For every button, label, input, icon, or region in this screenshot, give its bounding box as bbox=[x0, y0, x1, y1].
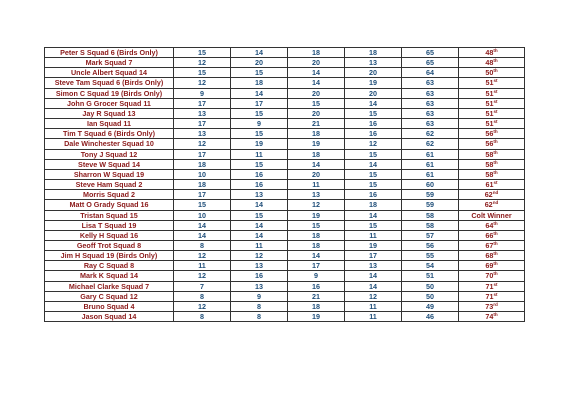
table-row bbox=[45, 291, 525, 301]
position-cell bbox=[459, 68, 525, 78]
round-score: 18 bbox=[288, 149, 345, 159]
total-score: 54 bbox=[402, 261, 459, 271]
round-score: 12 bbox=[345, 139, 402, 149]
round-score: 18 bbox=[345, 200, 402, 210]
competitor-name: Bruno Squad 4 bbox=[45, 301, 174, 311]
round-score: 19 bbox=[231, 139, 288, 149]
position-number: 51 bbox=[485, 88, 494, 98]
round-score: 11 bbox=[288, 180, 345, 190]
total-score: 57 bbox=[402, 230, 459, 240]
round-score: 15 bbox=[174, 68, 231, 78]
round-score: 15 bbox=[345, 169, 402, 179]
position-suffix: th bbox=[493, 149, 498, 155]
position-suffix: st bbox=[493, 108, 498, 114]
table-row bbox=[45, 98, 525, 108]
round-score: 12 bbox=[231, 251, 288, 261]
results-body bbox=[45, 48, 525, 322]
round-score: 20 bbox=[231, 58, 288, 68]
position-suffix: th bbox=[493, 129, 498, 135]
round-score: 14 bbox=[288, 159, 345, 169]
position-cell bbox=[459, 200, 525, 210]
round-score: 14 bbox=[345, 159, 402, 169]
position-suffix: th bbox=[493, 58, 498, 64]
competitor-name: Mark K Squad 14 bbox=[45, 271, 174, 281]
round-score: 14 bbox=[231, 230, 288, 240]
round-score: 12 bbox=[174, 58, 231, 68]
round-score: 16 bbox=[288, 281, 345, 291]
round-score: 19 bbox=[345, 78, 402, 88]
competitor-name: Ray C Squad 8 bbox=[45, 261, 174, 271]
table-row bbox=[45, 119, 525, 129]
round-score: 17 bbox=[345, 251, 402, 261]
table-row bbox=[45, 129, 525, 139]
position-number: 58 bbox=[485, 149, 494, 159]
round-score: 14 bbox=[345, 271, 402, 281]
total-score: 50 bbox=[402, 281, 459, 291]
round-score: 15 bbox=[345, 180, 402, 190]
round-score: 17 bbox=[174, 190, 231, 200]
round-score: 14 bbox=[174, 220, 231, 230]
total-score: 63 bbox=[402, 78, 459, 88]
round-score: 16 bbox=[231, 169, 288, 179]
table-row bbox=[45, 159, 525, 169]
total-score: 64 bbox=[402, 68, 459, 78]
position-suffix: st bbox=[493, 88, 498, 94]
total-score: 65 bbox=[402, 48, 459, 58]
round-score: 20 bbox=[288, 58, 345, 68]
round-score: 20 bbox=[288, 108, 345, 118]
round-score: 15 bbox=[231, 210, 288, 220]
position-suffix: st bbox=[493, 119, 498, 125]
round-score: 13 bbox=[288, 190, 345, 200]
round-score: 15 bbox=[174, 200, 231, 210]
position-cell bbox=[459, 220, 525, 230]
position-suffix: th bbox=[493, 169, 498, 175]
position-number: 58 bbox=[485, 169, 494, 179]
round-score: 10 bbox=[174, 210, 231, 220]
round-score: 9 bbox=[231, 291, 288, 301]
position-suffix: th bbox=[493, 159, 498, 165]
position-cell bbox=[459, 108, 525, 118]
position-suffix: st bbox=[493, 98, 498, 104]
round-score: 10 bbox=[174, 169, 231, 179]
total-score: 56 bbox=[402, 240, 459, 250]
position-number: 51 bbox=[485, 119, 494, 129]
position-suffix: nd bbox=[492, 190, 499, 196]
table-row bbox=[45, 190, 525, 200]
round-score: 14 bbox=[345, 98, 402, 108]
round-score: 9 bbox=[174, 88, 231, 98]
competitor-name: Steve Tam Squad 6 (Birds Only) bbox=[45, 78, 174, 88]
round-score: 13 bbox=[231, 281, 288, 291]
round-score: 18 bbox=[288, 129, 345, 139]
position-cell bbox=[459, 301, 525, 311]
round-score: 11 bbox=[345, 312, 402, 322]
position-suffix: th bbox=[493, 68, 498, 74]
position-number: 48 bbox=[485, 48, 494, 57]
round-score: 14 bbox=[288, 68, 345, 78]
competitor-name: Jim H Squad 19 (Birds Only) bbox=[45, 251, 174, 261]
round-score: 16 bbox=[231, 271, 288, 281]
round-score: 13 bbox=[345, 58, 402, 68]
position-suffix: st bbox=[493, 291, 498, 297]
round-score: 9 bbox=[231, 119, 288, 129]
total-score: 59 bbox=[402, 190, 459, 200]
competitor-name: Morris Squad 2 bbox=[45, 190, 174, 200]
position-suffix: th bbox=[493, 261, 498, 267]
total-score: 60 bbox=[402, 180, 459, 190]
table-row bbox=[45, 68, 525, 78]
position-number: 62 bbox=[484, 190, 493, 200]
position-suffix: st bbox=[493, 281, 498, 287]
round-score: 13 bbox=[345, 261, 402, 271]
round-score: 14 bbox=[231, 48, 288, 58]
round-score: 14 bbox=[231, 200, 288, 210]
table-row bbox=[45, 58, 525, 68]
total-score: 62 bbox=[402, 129, 459, 139]
position-cell bbox=[459, 210, 525, 220]
total-score: 65 bbox=[402, 58, 459, 68]
position-suffix: st bbox=[493, 78, 498, 84]
round-score: 11 bbox=[345, 301, 402, 311]
position-suffix: th bbox=[493, 312, 498, 318]
competitor-name: Jay R Squad 13 bbox=[45, 108, 174, 118]
round-score: 18 bbox=[288, 240, 345, 250]
round-score: 18 bbox=[174, 159, 231, 169]
table-row bbox=[45, 48, 525, 58]
round-score: 17 bbox=[174, 98, 231, 108]
total-score: 63 bbox=[402, 88, 459, 98]
round-score: 14 bbox=[174, 230, 231, 240]
round-score: 17 bbox=[231, 98, 288, 108]
position-number: 66 bbox=[485, 230, 494, 240]
position-number: 70 bbox=[485, 271, 494, 281]
round-score: 19 bbox=[288, 210, 345, 220]
round-score: 8 bbox=[174, 312, 231, 322]
competitor-name: Lisa T Squad 19 bbox=[45, 220, 174, 230]
position-number: 56 bbox=[485, 139, 494, 149]
total-score: 49 bbox=[402, 301, 459, 311]
position-suffix: th bbox=[493, 240, 498, 246]
competitor-name: Gary C Squad 12 bbox=[45, 291, 174, 301]
position-number: 58 bbox=[485, 159, 494, 169]
total-score: 55 bbox=[402, 251, 459, 261]
position-suffix: nd bbox=[492, 200, 499, 206]
competitor-name: John G Grocer Squad 11 bbox=[45, 98, 174, 108]
round-score: 14 bbox=[231, 88, 288, 98]
round-score: 14 bbox=[345, 210, 402, 220]
round-score: 8 bbox=[231, 301, 288, 311]
position-number: 62 bbox=[484, 200, 493, 210]
round-score: 21 bbox=[288, 291, 345, 301]
position-number: 71 bbox=[485, 281, 494, 291]
total-score: 63 bbox=[402, 98, 459, 108]
round-score: 9 bbox=[288, 271, 345, 281]
round-score: 12 bbox=[288, 200, 345, 210]
competitor-name: Ian Squad 11 bbox=[45, 119, 174, 129]
competitor-name: Tony J Squad 12 bbox=[45, 149, 174, 159]
position-cell bbox=[459, 180, 525, 190]
round-score: 16 bbox=[345, 129, 402, 139]
position-number: 73 bbox=[485, 301, 494, 311]
position-number: 61 bbox=[485, 180, 494, 190]
position-suffix: th bbox=[493, 139, 498, 145]
total-score: 61 bbox=[402, 149, 459, 159]
position-cell bbox=[459, 271, 525, 281]
round-score: 7 bbox=[174, 281, 231, 291]
position-suffix: th bbox=[493, 271, 498, 277]
round-score: 19 bbox=[288, 139, 345, 149]
round-score: 12 bbox=[174, 251, 231, 261]
table-row bbox=[45, 200, 525, 210]
round-score: 13 bbox=[231, 261, 288, 271]
round-score: 18 bbox=[231, 78, 288, 88]
position-cell bbox=[459, 88, 525, 98]
round-score: 15 bbox=[231, 68, 288, 78]
total-score: 61 bbox=[402, 169, 459, 179]
table-row bbox=[45, 281, 525, 291]
round-score: 18 bbox=[288, 230, 345, 240]
position-number: 74 bbox=[485, 312, 494, 322]
round-score: 12 bbox=[174, 139, 231, 149]
position-cell bbox=[459, 139, 525, 149]
round-score: 17 bbox=[174, 119, 231, 129]
position-cell bbox=[459, 230, 525, 240]
table-row bbox=[45, 169, 525, 179]
position-cell bbox=[459, 261, 525, 271]
position-cell bbox=[459, 129, 525, 139]
round-score: 8 bbox=[174, 240, 231, 250]
total-score: 58 bbox=[402, 220, 459, 230]
round-score: 20 bbox=[288, 169, 345, 179]
round-score: 11 bbox=[231, 149, 288, 159]
table-row bbox=[45, 312, 525, 322]
round-score: 16 bbox=[231, 180, 288, 190]
position-cell bbox=[459, 58, 525, 68]
position-cell bbox=[459, 312, 525, 322]
total-score: 50 bbox=[402, 291, 459, 301]
round-score: 15 bbox=[345, 108, 402, 118]
position-cell bbox=[459, 190, 525, 200]
position-suffix: rd bbox=[493, 301, 498, 307]
table-row bbox=[45, 240, 525, 250]
table-row bbox=[45, 301, 525, 311]
position-number: 51 bbox=[485, 78, 494, 88]
position-cell bbox=[459, 98, 525, 108]
position-cell bbox=[459, 48, 525, 58]
competitor-name: Steve Ham Squad 2 bbox=[45, 180, 174, 190]
position-number: 51 bbox=[485, 108, 494, 118]
position-number: 64 bbox=[485, 220, 494, 230]
round-score: 15 bbox=[288, 98, 345, 108]
table-row bbox=[45, 230, 525, 240]
competitor-name: Sharron W Squad 19 bbox=[45, 169, 174, 179]
round-score: 17 bbox=[288, 261, 345, 271]
round-score: 13 bbox=[174, 108, 231, 118]
position-suffix: th bbox=[493, 251, 498, 257]
table-row bbox=[45, 108, 525, 118]
table-row bbox=[45, 180, 525, 190]
round-score: 15 bbox=[345, 149, 402, 159]
total-score: 51 bbox=[402, 271, 459, 281]
position-cell bbox=[459, 281, 525, 291]
competitor-name: Matt O Grady Squad 16 bbox=[45, 200, 174, 210]
competitor-name: Jason Squad 14 bbox=[45, 312, 174, 322]
round-score: 14 bbox=[288, 78, 345, 88]
total-score: 58 bbox=[402, 210, 459, 220]
total-score: 63 bbox=[402, 108, 459, 118]
competitor-name: Steve W Squad 14 bbox=[45, 159, 174, 169]
position-number: 56 bbox=[485, 129, 494, 139]
table-row bbox=[45, 220, 525, 230]
position-number: 50 bbox=[485, 68, 494, 78]
position-cell bbox=[459, 169, 525, 179]
round-score: 12 bbox=[174, 78, 231, 88]
competitor-name: Tim T Squad 6 (Birds Only) bbox=[45, 129, 174, 139]
round-score: 15 bbox=[345, 220, 402, 230]
position-number: 48 bbox=[485, 58, 494, 68]
position-number: 51 bbox=[485, 98, 494, 108]
table-row bbox=[45, 78, 525, 88]
competitor-name: Dale Winchester Squad 10 bbox=[45, 139, 174, 149]
round-score: 14 bbox=[231, 220, 288, 230]
round-score: 12 bbox=[174, 271, 231, 281]
competitor-name: Peter S Squad 6 (Birds Only) bbox=[45, 48, 174, 58]
position-cell bbox=[459, 149, 525, 159]
round-score: 8 bbox=[174, 291, 231, 301]
position-suffix: st bbox=[493, 180, 498, 186]
round-score: 13 bbox=[231, 190, 288, 200]
round-score: 20 bbox=[345, 68, 402, 78]
position-suffix: th bbox=[493, 230, 498, 236]
round-score: 18 bbox=[288, 301, 345, 311]
round-score: 18 bbox=[174, 180, 231, 190]
position-number: 69 bbox=[485, 261, 494, 271]
total-score: 59 bbox=[402, 200, 459, 210]
round-score: 8 bbox=[231, 312, 288, 322]
round-score: 15 bbox=[231, 129, 288, 139]
round-score: 14 bbox=[345, 281, 402, 291]
competitor-name: Tristan Squad 15 bbox=[45, 210, 174, 220]
total-score: 62 bbox=[402, 139, 459, 149]
table-row bbox=[45, 149, 525, 159]
position-suffix: th bbox=[493, 48, 498, 53]
round-score: 20 bbox=[345, 88, 402, 98]
competitor-name: Uncle Albert Squad 14 bbox=[45, 68, 174, 78]
round-score: 16 bbox=[345, 190, 402, 200]
competitor-name: Geoff Trot Squad 8 bbox=[45, 240, 174, 250]
round-score: 12 bbox=[174, 301, 231, 311]
table-row bbox=[45, 88, 525, 98]
table-row bbox=[45, 261, 525, 271]
round-score: 18 bbox=[345, 48, 402, 58]
round-score: 12 bbox=[345, 291, 402, 301]
results-table bbox=[44, 47, 525, 322]
round-score: 14 bbox=[288, 251, 345, 261]
position-cell bbox=[459, 240, 525, 250]
position-cell bbox=[459, 291, 525, 301]
round-score: 18 bbox=[288, 48, 345, 58]
position-number: 71 bbox=[485, 291, 494, 301]
round-score: 11 bbox=[174, 261, 231, 271]
position-suffix: th bbox=[493, 220, 498, 226]
round-score: 19 bbox=[288, 312, 345, 322]
round-score: 13 bbox=[174, 129, 231, 139]
round-score: 19 bbox=[345, 240, 402, 250]
position-number: Colt Winner bbox=[471, 210, 512, 220]
position-number: 67 bbox=[485, 240, 494, 250]
round-score: 15 bbox=[231, 159, 288, 169]
position-cell bbox=[459, 159, 525, 169]
competitor-name: Mark Squad 7 bbox=[45, 58, 174, 68]
round-score: 15 bbox=[174, 48, 231, 58]
table-row bbox=[45, 139, 525, 149]
round-score: 21 bbox=[288, 119, 345, 129]
round-score: 11 bbox=[345, 230, 402, 240]
round-score: 15 bbox=[288, 220, 345, 230]
competitor-name: Simon C Squad 19 (Birds Only) bbox=[45, 88, 174, 98]
round-score: 20 bbox=[288, 88, 345, 98]
round-score: 17 bbox=[174, 149, 231, 159]
round-score: 16 bbox=[345, 119, 402, 129]
competitor-name: Kelly H Squad 16 bbox=[45, 230, 174, 240]
competitor-name: Michael Clarke Squad 7 bbox=[45, 281, 174, 291]
total-score: 46 bbox=[402, 312, 459, 322]
position-cell bbox=[459, 251, 525, 261]
position-cell bbox=[459, 119, 525, 129]
total-score: 63 bbox=[402, 119, 459, 129]
total-score: 61 bbox=[402, 159, 459, 169]
table-row bbox=[45, 210, 525, 220]
position-number: 68 bbox=[485, 251, 494, 261]
round-score: 15 bbox=[231, 108, 288, 118]
table-row bbox=[45, 251, 525, 261]
position-cell bbox=[459, 78, 525, 88]
round-score: 11 bbox=[231, 240, 288, 250]
table-row bbox=[45, 271, 525, 281]
